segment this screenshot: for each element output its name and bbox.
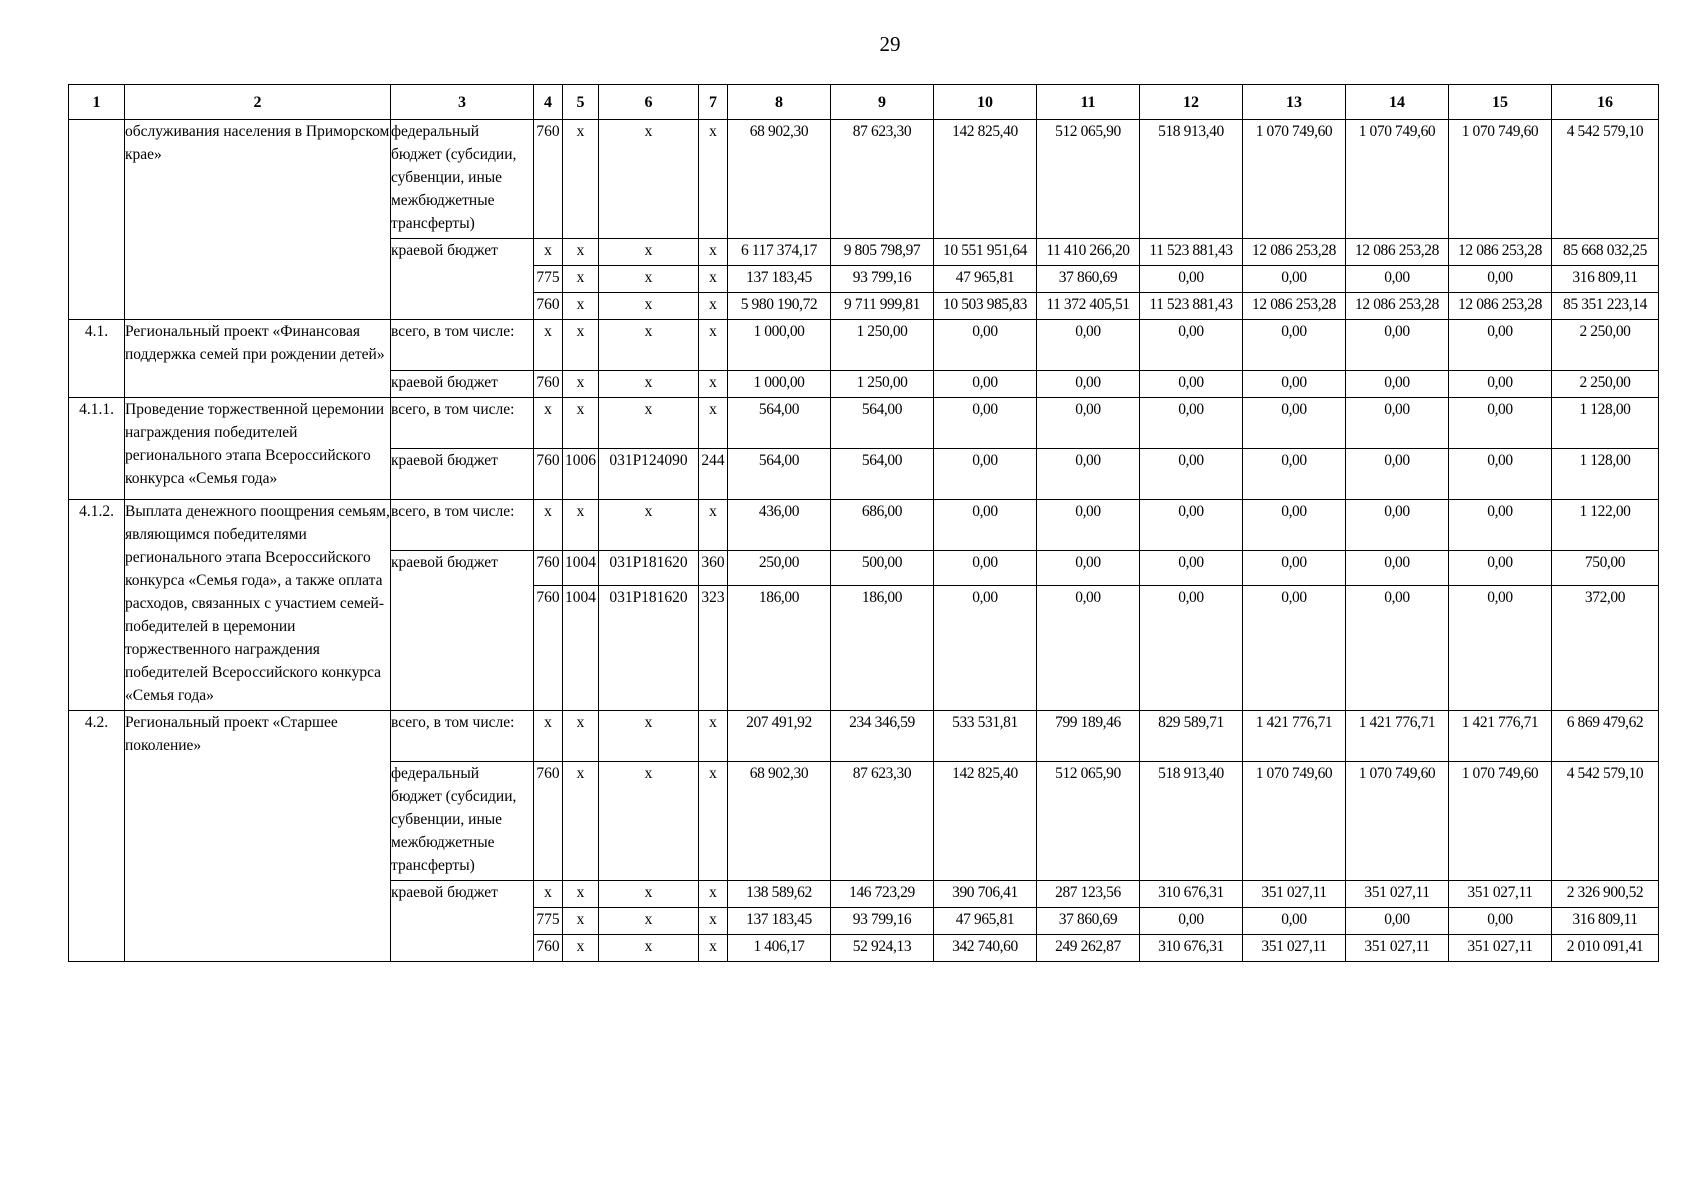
cell: x: [699, 711, 728, 762]
amount-cell: 142 825,40: [934, 762, 1037, 881]
amount-cell: 1 406,17: [728, 935, 831, 962]
col-header: 13: [1243, 85, 1346, 120]
col-header: 7: [699, 85, 728, 120]
cell: x: [563, 293, 599, 320]
cell: x: [699, 762, 728, 881]
amount-cell: 0,00: [934, 398, 1037, 449]
amount-cell: 9 805 798,97: [831, 239, 934, 266]
funding-source: всего, в том числе:: [391, 320, 534, 371]
amount-cell: 10 551 951,64: [934, 239, 1037, 266]
amount-cell: 234 346,59: [831, 711, 934, 762]
amount-cell: 0,00: [1346, 266, 1449, 293]
amount-cell: 390 706,41: [934, 881, 1037, 908]
amount-cell: 12 086 253,28: [1346, 239, 1449, 266]
cell: 031P124090: [599, 449, 699, 500]
amount-cell: 250,00: [728, 551, 831, 586]
amount-cell: 1 000,00: [728, 371, 831, 398]
amount-cell: 829 589,71: [1140, 711, 1243, 762]
amount-cell: 0,00: [1140, 398, 1243, 449]
amount-cell: 518 913,40: [1140, 120, 1243, 239]
cell: x: [534, 500, 563, 551]
cell: x: [699, 239, 728, 266]
amount-cell: 4 542 579,10: [1552, 120, 1659, 239]
amount-cell: 12 086 253,28: [1449, 293, 1552, 320]
row-number: 4.1.: [69, 320, 125, 398]
amount-cell: 1 070 749,60: [1243, 762, 1346, 881]
amount-cell: 0,00: [1243, 500, 1346, 551]
amount-cell: 0,00: [1346, 449, 1449, 500]
cell: x: [534, 398, 563, 449]
amount-cell: 0,00: [1346, 320, 1449, 371]
amount-cell: 11 523 881,43: [1140, 293, 1243, 320]
amount-cell: 0,00: [934, 551, 1037, 586]
amount-cell: 47 965,81: [934, 908, 1037, 935]
amount-cell: 1 070 749,60: [1346, 120, 1449, 239]
amount-cell: 186,00: [728, 586, 831, 711]
funding-source: федеральный бюджет (субсидии, субвенции, иные межбюджетные трансферты): [391, 120, 534, 239]
amount-cell: 564,00: [831, 449, 934, 500]
cell: x: [699, 881, 728, 908]
cell: x: [599, 762, 699, 881]
cell: x: [599, 881, 699, 908]
amount-cell: 37 860,69: [1037, 908, 1140, 935]
amount-cell: 0,00: [1140, 266, 1243, 293]
cell: x: [563, 881, 599, 908]
amount-cell: 310 676,31: [1140, 881, 1243, 908]
amount-cell: 11 410 266,20: [1037, 239, 1140, 266]
amount-cell: 6 869 479,62: [1552, 711, 1659, 762]
funding-source: всего, в том числе:: [391, 500, 534, 551]
amount-cell: 0,00: [1037, 449, 1140, 500]
amount-cell: 0,00: [1243, 320, 1346, 371]
amount-cell: 1 000,00: [728, 320, 831, 371]
amount-cell: 2 250,00: [1552, 320, 1659, 371]
funding-source: краевой бюджет: [391, 551, 534, 711]
col-header: 3: [391, 85, 534, 120]
amount-cell: 0,00: [1140, 320, 1243, 371]
cell: x: [599, 266, 699, 293]
amount-cell: 0,00: [1037, 586, 1140, 711]
item-name: Проведение торжественной церемонии награждения победителей регионального этапа Всероссийского конкурса «Семья года»: [125, 398, 391, 500]
amount-cell: 2 250,00: [1552, 371, 1659, 398]
amount-cell: 342 740,60: [934, 935, 1037, 962]
cell: x: [563, 500, 599, 551]
cell: 775: [534, 908, 563, 935]
cell: 244: [699, 449, 728, 500]
amount-cell: 564,00: [831, 398, 934, 449]
item-name: Региональный проект «Старшее поколение»: [125, 711, 391, 962]
amount-cell: 0,00: [1449, 320, 1552, 371]
cell: x: [563, 762, 599, 881]
col-header: 9: [831, 85, 934, 120]
amount-cell: 287 123,56: [1037, 881, 1140, 908]
amount-cell: 351 027,11: [1346, 935, 1449, 962]
cell: 760: [534, 371, 563, 398]
cell: x: [699, 935, 728, 962]
amount-cell: 0,00: [1449, 500, 1552, 551]
amount-cell: 750,00: [1552, 551, 1659, 586]
amount-cell: 47 965,81: [934, 266, 1037, 293]
amount-cell: 0,00: [1243, 449, 1346, 500]
cell: x: [699, 320, 728, 371]
item-name: обслуживания населения в Приморском крае»: [125, 120, 391, 320]
amount-cell: 500,00: [831, 551, 934, 586]
cell: x: [699, 266, 728, 293]
amount-cell: 1 250,00: [831, 320, 934, 371]
amount-cell: 0,00: [1449, 398, 1552, 449]
cell: 1004: [563, 586, 599, 711]
amount-cell: 186,00: [831, 586, 934, 711]
amount-cell: 564,00: [728, 449, 831, 500]
amount-cell: 1 122,00: [1552, 500, 1659, 551]
amount-cell: 0,00: [1140, 500, 1243, 551]
amount-cell: 1 128,00: [1552, 449, 1659, 500]
amount-cell: 0,00: [934, 500, 1037, 551]
amount-cell: 0,00: [1449, 449, 1552, 500]
cell: x: [599, 935, 699, 962]
amount-cell: 0,00: [1243, 371, 1346, 398]
amount-cell: 0,00: [1243, 398, 1346, 449]
amount-cell: 512 065,90: [1037, 762, 1140, 881]
cell: x: [599, 293, 699, 320]
amount-cell: 137 183,45: [728, 908, 831, 935]
amount-cell: 93 799,16: [831, 908, 934, 935]
amount-cell: 138 589,62: [728, 881, 831, 908]
col-header: 14: [1346, 85, 1449, 120]
amount-cell: 137 183,45: [728, 266, 831, 293]
amount-cell: 518 913,40: [1140, 762, 1243, 881]
cell: x: [599, 500, 699, 551]
amount-cell: 686,00: [831, 500, 934, 551]
amount-cell: 10 503 985,83: [934, 293, 1037, 320]
funding-source: всего, в том числе:: [391, 711, 534, 762]
amount-cell: 0,00: [1140, 551, 1243, 586]
cell: x: [534, 320, 563, 371]
amount-cell: 351 027,11: [1449, 935, 1552, 962]
cell: x: [534, 239, 563, 266]
cell: 760: [534, 551, 563, 586]
cell: 031P181620: [599, 586, 699, 711]
amount-cell: 0,00: [1037, 551, 1140, 586]
cell: 031P181620: [599, 551, 699, 586]
amount-cell: 0,00: [1037, 398, 1140, 449]
table-row: [69, 320, 1659, 371]
cell: x: [534, 881, 563, 908]
cell: 760: [534, 293, 563, 320]
amount-cell: 0,00: [1346, 551, 1449, 586]
amount-cell: 1 421 776,71: [1346, 711, 1449, 762]
amount-cell: 6 117 374,17: [728, 239, 831, 266]
col-header: 16: [1552, 85, 1659, 120]
amount-cell: 0,00: [1346, 586, 1449, 711]
cell: 323: [699, 586, 728, 711]
cell: x: [563, 908, 599, 935]
cell: 760: [534, 586, 563, 711]
row-number: 4.2.: [69, 711, 125, 962]
table-row: [69, 120, 1659, 239]
amount-cell: 0,00: [934, 449, 1037, 500]
amount-cell: 0,00: [1243, 266, 1346, 293]
cell: 775: [534, 266, 563, 293]
cell: 760: [534, 449, 563, 500]
col-header: 8: [728, 85, 831, 120]
funding-source: всего, в том числе:: [391, 398, 534, 449]
cell: x: [563, 371, 599, 398]
cell: x: [599, 320, 699, 371]
amount-cell: 52 924,13: [831, 935, 934, 962]
cell: x: [599, 398, 699, 449]
cell: x: [563, 320, 599, 371]
amount-cell: 0,00: [934, 586, 1037, 711]
cell: x: [563, 266, 599, 293]
amount-cell: 351 027,11: [1346, 881, 1449, 908]
amount-cell: 1 128,00: [1552, 398, 1659, 449]
amount-cell: 5 980 190,72: [728, 293, 831, 320]
funding-source: федеральный бюджет (субсидии, субвенции, иные межбюджетные трансферты): [391, 762, 534, 881]
amount-cell: 85 668 032,25: [1552, 239, 1659, 266]
amount-cell: 0,00: [934, 320, 1037, 371]
col-header: 6: [599, 85, 699, 120]
amount-cell: 0,00: [1140, 449, 1243, 500]
cell: x: [599, 371, 699, 398]
cell: x: [699, 293, 728, 320]
cell: x: [699, 908, 728, 935]
amount-cell: 4 542 579,10: [1552, 762, 1659, 881]
amount-cell: 351 027,11: [1449, 881, 1552, 908]
amount-cell: 799 189,46: [1037, 711, 1140, 762]
amount-cell: 37 860,69: [1037, 266, 1140, 293]
amount-cell: 1 250,00: [831, 371, 934, 398]
amount-cell: 87 623,30: [831, 120, 934, 239]
amount-cell: 2 010 091,41: [1552, 935, 1659, 962]
amount-cell: 1 070 749,60: [1449, 762, 1552, 881]
col-header: 1: [69, 85, 125, 120]
table-row: [69, 398, 1659, 449]
cell: 760: [534, 762, 563, 881]
amount-cell: 9 711 999,81: [831, 293, 934, 320]
row-number: 4.1.1.: [69, 398, 125, 500]
table-row: [69, 711, 1659, 762]
amount-cell: 0,00: [1140, 908, 1243, 935]
amount-cell: 142 825,40: [934, 120, 1037, 239]
item-name: Выплата денежного поощрения семьям, являющимся победителями регионального этапа Всероссийского конкурса «Семья года», а также оплата расходов, связанных с участием семей-победителей в церемонии торжественного награждения победителей Всероссийского конкурса «Семья года»: [125, 500, 391, 711]
amount-cell: 1 070 749,60: [1243, 120, 1346, 239]
cell: 1004: [563, 551, 599, 586]
amount-cell: 12 086 253,28: [1243, 293, 1346, 320]
amount-cell: 1 421 776,71: [1243, 711, 1346, 762]
cell: x: [563, 239, 599, 266]
amount-cell: 0,00: [1037, 500, 1140, 551]
amount-cell: 351 027,11: [1243, 881, 1346, 908]
amount-cell: 0,00: [1243, 908, 1346, 935]
row-number: 4.1.2.: [69, 500, 125, 711]
cell: x: [563, 935, 599, 962]
amount-cell: 310 676,31: [1140, 935, 1243, 962]
amount-cell: 11 523 881,43: [1140, 239, 1243, 266]
cell: 1006: [563, 449, 599, 500]
col-header: 11: [1037, 85, 1140, 120]
amount-cell: 0,00: [1243, 586, 1346, 711]
table-row: [69, 500, 1659, 551]
amount-cell: 0,00: [1346, 371, 1449, 398]
amount-cell: 0,00: [1346, 500, 1449, 551]
amount-cell: 0,00: [1037, 371, 1140, 398]
header-row: [69, 85, 1659, 120]
amount-cell: 249 262,87: [1037, 935, 1140, 962]
amount-cell: 0,00: [1140, 371, 1243, 398]
cell: x: [563, 120, 599, 239]
cell: x: [563, 398, 599, 449]
cell: x: [599, 711, 699, 762]
amount-cell: 87 623,30: [831, 762, 934, 881]
amount-cell: 316 809,11: [1552, 908, 1659, 935]
col-header: 4: [534, 85, 563, 120]
funding-source: краевой бюджет: [391, 449, 534, 500]
amount-cell: 1 421 776,71: [1449, 711, 1552, 762]
cell: x: [699, 500, 728, 551]
col-header: 2: [125, 85, 391, 120]
col-header: 12: [1140, 85, 1243, 120]
amount-cell: 436,00: [728, 500, 831, 551]
amount-cell: 207 491,92: [728, 711, 831, 762]
col-header: 5: [563, 85, 599, 120]
cell: x: [599, 120, 699, 239]
amount-cell: 1 070 749,60: [1346, 762, 1449, 881]
amount-cell: 372,00: [1552, 586, 1659, 711]
amount-cell: 0,00: [1449, 586, 1552, 711]
amount-cell: 1 070 749,60: [1449, 120, 1552, 239]
amount-cell: 0,00: [1140, 586, 1243, 711]
amount-cell: 0,00: [1449, 371, 1552, 398]
amount-cell: 12 086 253,28: [1449, 239, 1552, 266]
funding-source: краевой бюджет: [391, 371, 534, 398]
row-number: [69, 120, 125, 320]
cell: x: [599, 239, 699, 266]
amount-cell: 0,00: [1243, 551, 1346, 586]
funding-source: краевой бюджет: [391, 239, 534, 320]
page-number: 29: [879, 32, 901, 56]
amount-cell: 0,00: [1346, 908, 1449, 935]
cell: x: [699, 371, 728, 398]
cell: 360: [699, 551, 728, 586]
amount-cell: 68 902,30: [728, 762, 831, 881]
amount-cell: 93 799,16: [831, 266, 934, 293]
amount-cell: 12 086 253,28: [1243, 239, 1346, 266]
amount-cell: 351 027,11: [1243, 935, 1346, 962]
amount-cell: 512 065,90: [1037, 120, 1140, 239]
amount-cell: 533 531,81: [934, 711, 1037, 762]
amount-cell: 11 372 405,51: [1037, 293, 1140, 320]
amount-cell: 0,00: [1449, 551, 1552, 586]
funding-source: краевой бюджет: [391, 881, 534, 962]
cell: 760: [534, 935, 563, 962]
amount-cell: 0,00: [1037, 320, 1140, 371]
amount-cell: 0,00: [1449, 908, 1552, 935]
cell: x: [699, 120, 728, 239]
amount-cell: 12 086 253,28: [1346, 293, 1449, 320]
item-name: Региональный проект «Финансовая поддержка семей при рождении детей»: [125, 320, 391, 398]
cell: x: [534, 711, 563, 762]
amount-cell: 0,00: [1449, 266, 1552, 293]
cell: x: [599, 908, 699, 935]
amount-cell: 2 326 900,52: [1552, 881, 1659, 908]
amount-cell: 564,00: [728, 398, 831, 449]
amount-cell: 0,00: [1346, 398, 1449, 449]
cell: x: [563, 711, 599, 762]
amount-cell: 85 351 223,14: [1552, 293, 1659, 320]
cell: 760: [534, 120, 563, 239]
amount-cell: 316 809,11: [1552, 266, 1659, 293]
amount-cell: 146 723,29: [831, 881, 934, 908]
budget-table: [68, 84, 1659, 962]
col-header: 15: [1449, 85, 1552, 120]
cell: x: [699, 398, 728, 449]
amount-cell: 68 902,30: [728, 120, 831, 239]
col-header: 10: [934, 85, 1037, 120]
amount-cell: 0,00: [934, 371, 1037, 398]
